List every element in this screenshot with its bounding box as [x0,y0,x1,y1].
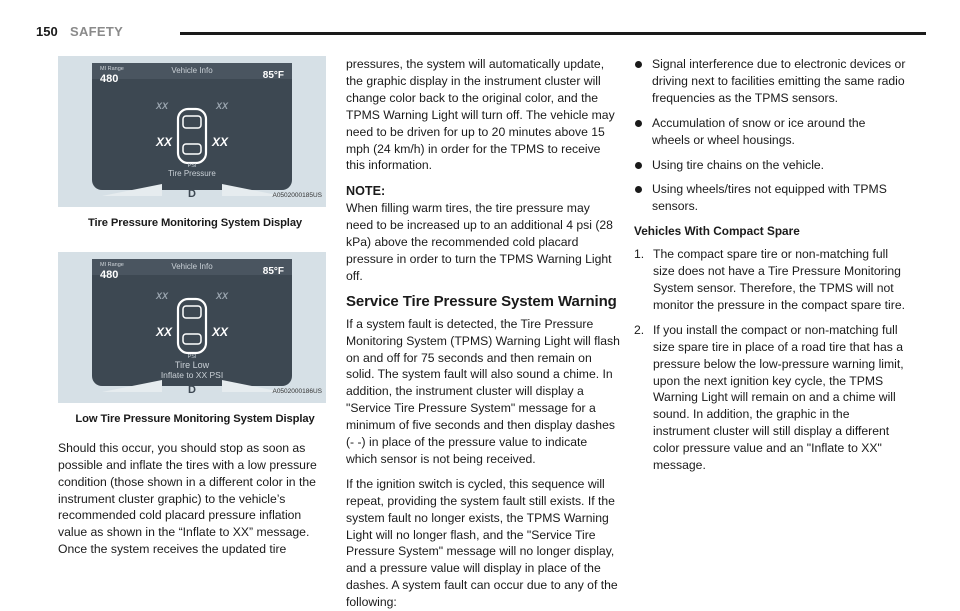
list-number: 2. [634,322,645,337]
tire-rear-right: XX [212,135,229,149]
status-line-2: Inflate to XX PSI [160,369,224,380]
tire-front-left: XX [155,101,168,111]
cluster-title: Vehicle Info [171,66,213,75]
column-3 [634,56,906,482]
range-label: MI Range [100,66,124,72]
figure-caption: Low Tire Pressure Monitoring System Display [75,412,315,425]
figure-low-tpms-display [58,252,326,403]
list-item: Using wheels/tires not equipped with TPMS sensors. [634,181,906,215]
gear-indicator: D [188,383,196,396]
list-item: 1. The compact spare tire or non-matching full size does not have a Tire Pressure Monitoring System sensor. Therefore, the TPMS will not monitor the pressure in the compact spare tire. [634,247,905,312]
tire-rear-left: XX [155,135,172,149]
cluster-graphic [58,56,326,207]
note-label: NOTE: [346,184,386,199]
tire-front-right: XX [216,290,229,301]
tire-front-left: XX [155,290,168,301]
range-value: 480 [100,268,119,281]
compact-spare-list [634,246,906,474]
list-item: 2. If you install the compact or non-matching full size spare tire in place of a road tire that has a pressure below the low-pressure warning limit, upon the next ignition key cycle, the TPMS Warning Light will remain on and a chime will sound. In addition, the graphic in the instrument cluster will still display a different color pressure value and an "Inflate to XX" message. [634,322,904,473]
list-item: Using tire chains on the vehicle. [634,157,906,174]
body-paragraph: If a system fault is detected, the Tire Pressure Monitoring System (TPMS) Warning Light will flash on and off for 75 seconds and then remain on solid. The system fault will also sound a chime. In addition, the instrument cluster will display a "Service Tire Pressure System" message for a minimum of five seconds and then display dashes (- -) in place of the pressure value to indicate which sensor is not being received. [346,316,620,466]
note-text: When filling warm tires, the tire pressure may need to be increased up to an additional 4 psi (28 kPa) above the recommended cold placard pressure in order to turn the TPMS Warning Light off. [346,201,613,283]
pressure-unit: PSI [187,163,197,169]
subsection-heading: Vehicles With Compact Spare [634,224,800,239]
gear-indicator: D [188,188,196,200]
column-1 [58,56,332,558]
body-paragraph: If the ignition switch is cycled, this sequence will repeat, providing the system fault still exists. If the system fault no longer exists, the TPMS Warning Light will no longer flash, and the "Service Tire Pressure System" message will no longer display, and a pressure value will display in place of the dashes. A system fault can occur due to any of the following: [346,476,618,610]
cluster-graphic [58,252,326,403]
temperature-readout: 85°F [262,70,284,81]
figure-code: A0502000186US [272,388,322,395]
list-item: Accumulation of snow or ice around the wheels or wheel housings. [634,115,906,149]
header-rule [180,32,926,35]
page-number: 150 [36,24,58,39]
figure-code: A0502000185US [272,192,322,200]
figure-caption: Tire Pressure Monitoring System Display [87,217,303,229]
tire-front-right: XX [216,101,229,111]
list-item: Signal interference due to electronic devices or driving next to facilities emitting the same radio frequencies as the TPMS sensors. [634,56,906,107]
pressure-unit: PSI [187,353,197,360]
range-label: MI Range [100,261,124,268]
page-header [36,24,926,44]
fault-cause-list [634,56,906,215]
column-2 [346,56,620,611]
tire-rear-left: XX [155,324,172,339]
cluster-title: Vehicle Info [171,261,213,271]
figure-tpms-display [58,56,326,207]
bullet-icon [635,186,642,193]
bullet-icon [635,162,642,169]
status-line-1: Tire Pressure [168,169,216,178]
body-paragraph: pressures, the system will automatically update, the graphic display in the instrument cluster will change color back to the original color, and the TPMS Warning Light will turn off. The vehicle may need to be driven for up to 20 minutes above 15 mph (24 km/h) in order for the TPMS to receive this information. [346,57,615,173]
status-line-1: Tire Low [174,359,210,370]
body-paragraph: Should this occur, you should stop as soon as possible and inflate the tires with a low pressure condition (those shown in a different color in the instrument cluster graphic) to the vehicle’s recommended cold placard pressure inflation value as shown in the “Inflate to XX” message. Once the system receives the updated tire [58,440,317,557]
bullet-icon [635,120,642,127]
tire-rear-right: XX [212,324,229,339]
bullet-icon [635,61,642,68]
temperature-readout: 85°F [262,265,284,277]
section-heading: Service Tire Pressure System Warning [346,292,617,310]
section-title: SAFETY [70,24,124,39]
list-number: 1. [634,247,645,262]
range-value: 480 [100,73,119,85]
